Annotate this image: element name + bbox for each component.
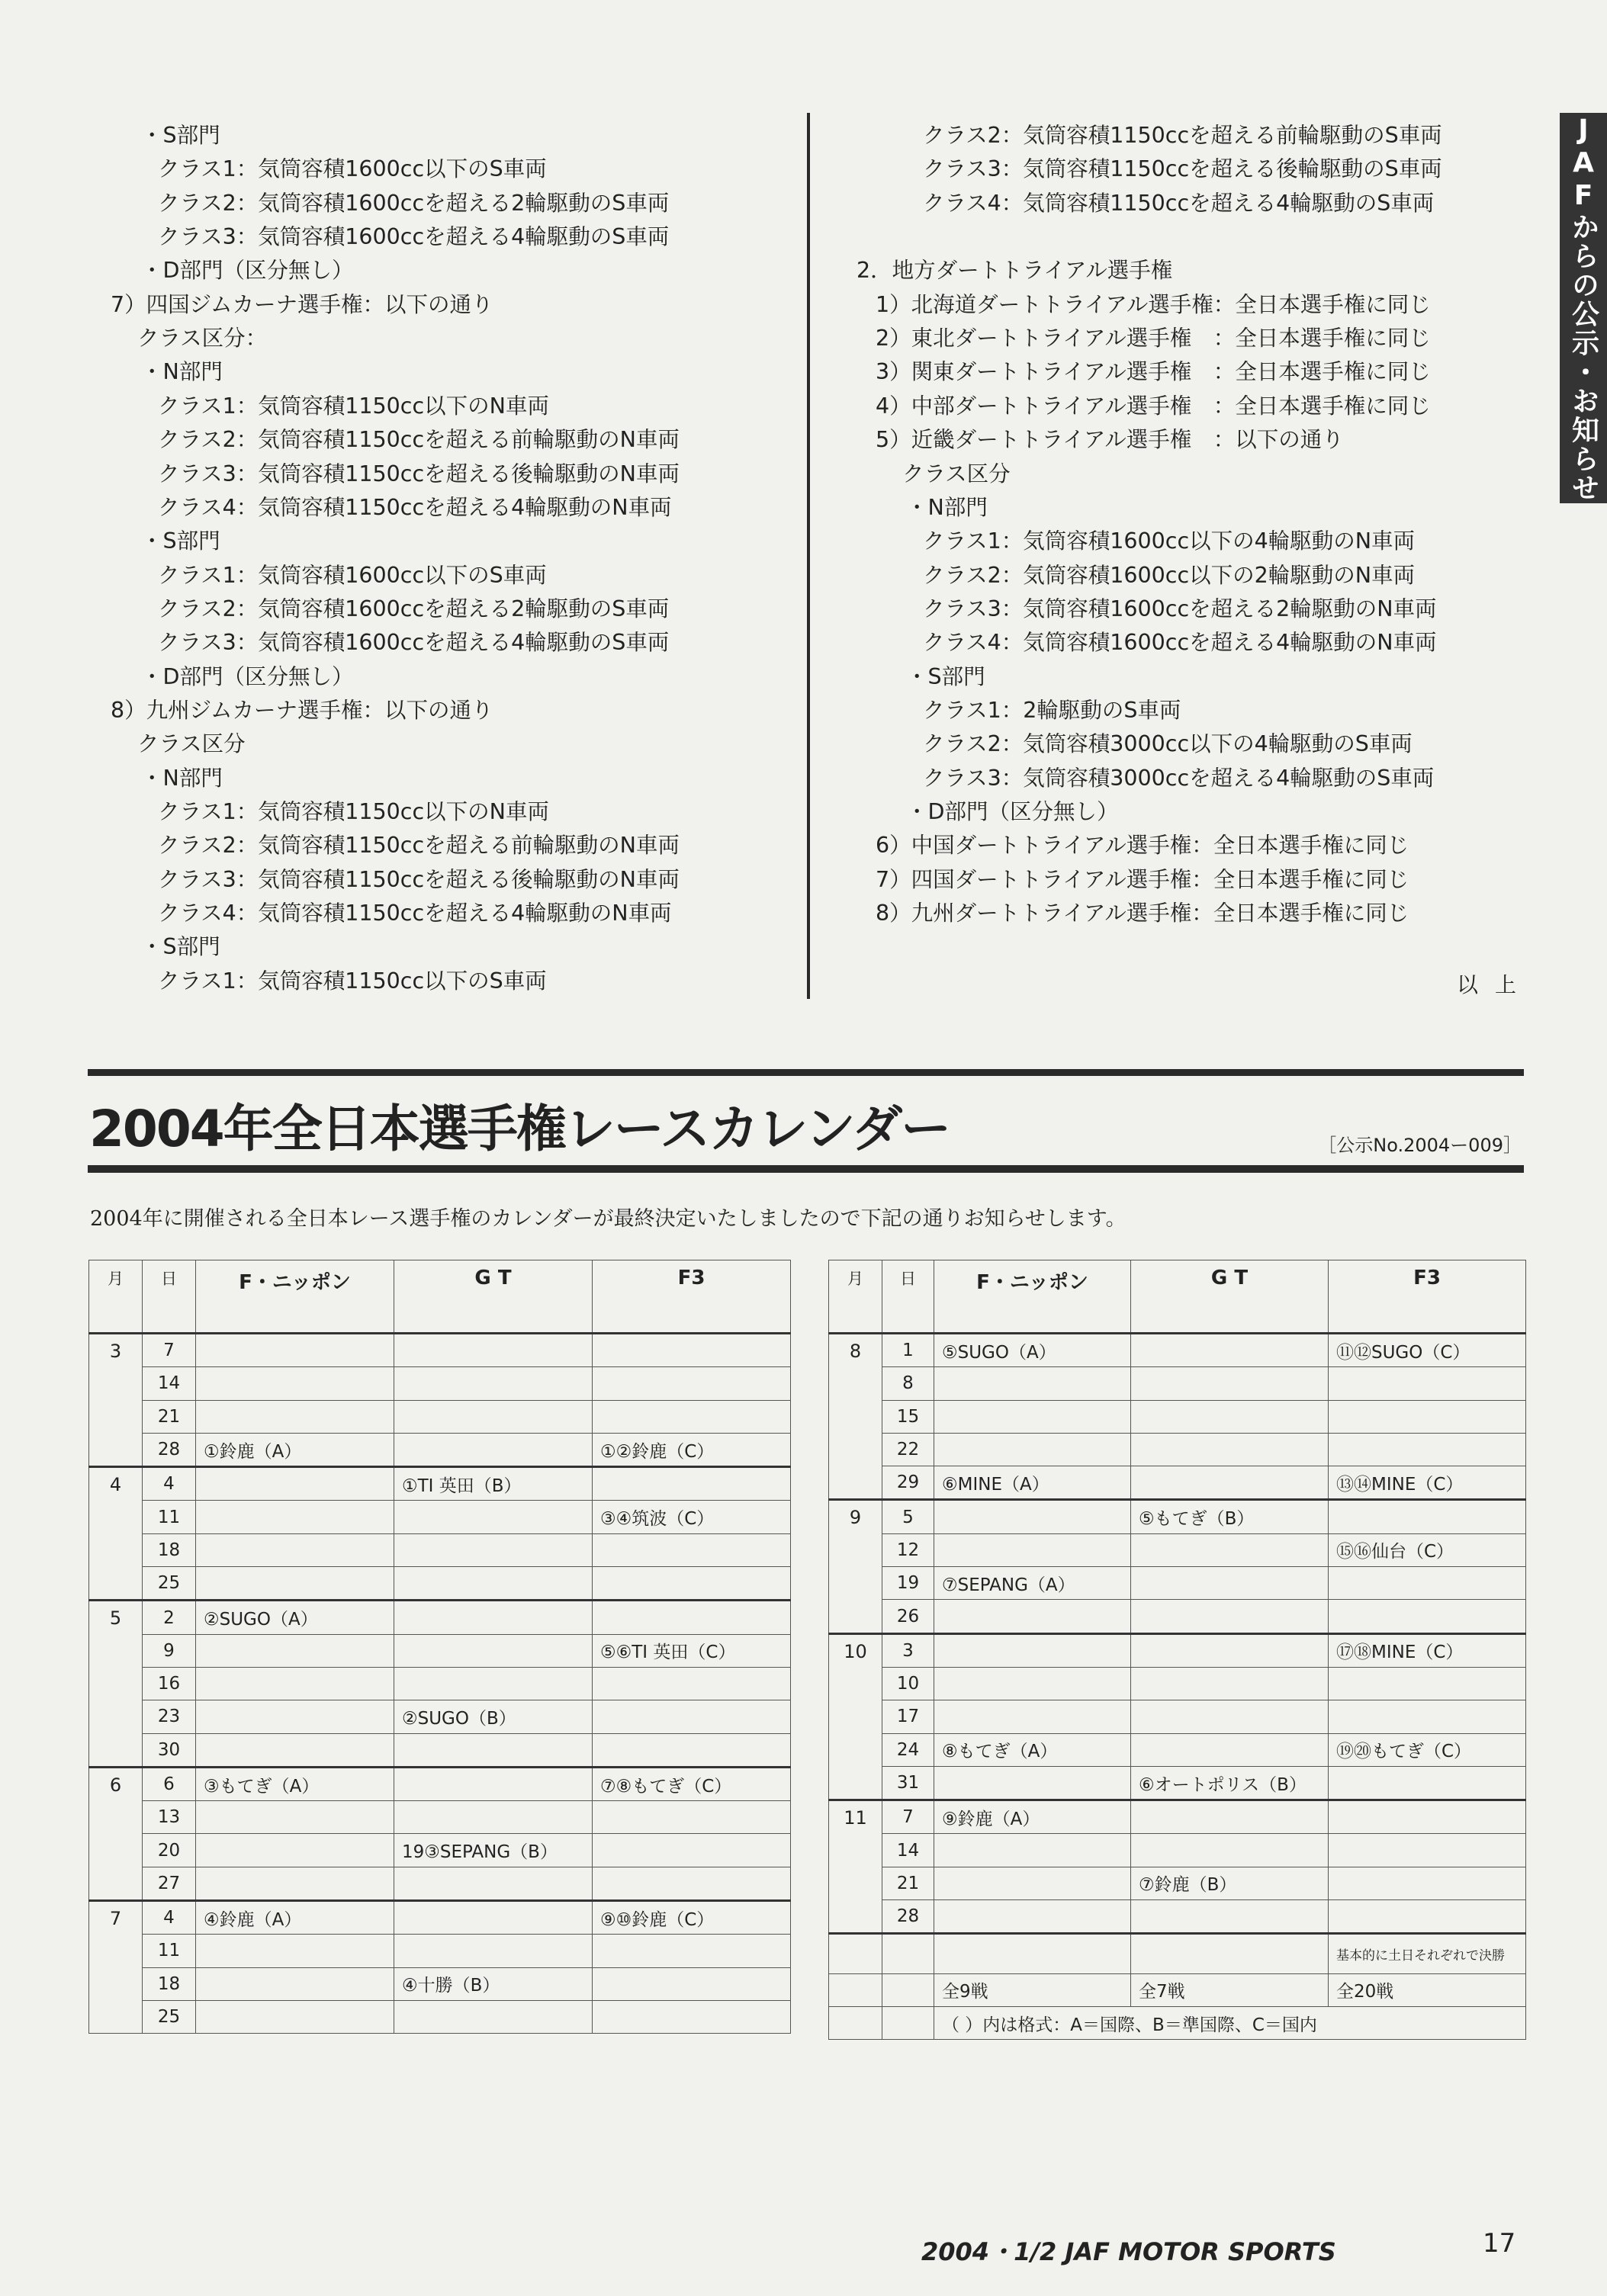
text-line: ・S部門 — [906, 663, 985, 689]
text-line: クラス1：気筒容積1600cc以下のS車両 — [158, 156, 547, 182]
month-cell: 11 — [829, 1800, 882, 1934]
text-line: 4）中部ダートトライアル選手権 ：全日本選手権に同じ — [876, 393, 1431, 419]
text-line: 7）四国ダートトライアル選手権：全日本選手権に同じ — [876, 866, 1409, 892]
text-line: クラス3：気筒容積1600ccを超える2輪駆動のN車両 — [923, 596, 1437, 621]
table-row — [829, 1667, 1526, 1700]
day-cell: 10 — [882, 1667, 934, 1700]
text-line: ・N部門 — [141, 359, 223, 385]
f3-cell — [593, 1935, 791, 1967]
f-nippon-cell — [196, 2000, 394, 2033]
f-nippon-cell: ⑤SUGO（A） — [934, 1334, 1131, 1367]
month-cell: 10 — [829, 1633, 882, 1800]
text-line: ・S部門 — [141, 934, 220, 960]
table-row — [829, 1367, 1526, 1400]
f3-cell — [1329, 1900, 1526, 1934]
f-nippon-cell: ②SUGO（A） — [196, 1601, 394, 1634]
gt-cell: ⑦鈴鹿（B） — [1131, 1867, 1329, 1899]
right-text-column — [0, 0, 1525, 1007]
text-line: ・D部門（区分無し） — [141, 663, 354, 689]
fn-total: 全9戦 — [934, 1973, 1131, 2006]
gt-cell — [1131, 1733, 1329, 1766]
gt-cell: ⑤もてぎ（B） — [1131, 1500, 1329, 1533]
table-row — [829, 1700, 1526, 1733]
day-cell: 18 — [143, 1533, 196, 1566]
text-line: ・D部門（区分無し） — [141, 258, 354, 284]
page-number: 17 — [1483, 2228, 1516, 2259]
table-row — [89, 1433, 791, 1466]
f3-cell — [1329, 1867, 1526, 1899]
f-nippon-cell — [934, 1667, 1131, 1700]
day-cell: 20 — [143, 1834, 196, 1867]
text-line: クラス1：気筒容積1150cc以下のN車両 — [158, 393, 549, 419]
format-note: （ ）内は格式：A＝国際、B＝準国際、C＝国内 — [934, 2006, 1526, 2039]
month-cell: 7 — [89, 1901, 143, 2034]
gt-cell — [394, 2000, 593, 2033]
gt-cell — [394, 1634, 593, 1667]
table-row — [829, 1500, 1526, 1533]
f-nippon-cell — [196, 1733, 394, 1767]
f3-cell — [1329, 1667, 1526, 1700]
day-cell: 18 — [143, 1967, 196, 2000]
table-row — [89, 1533, 791, 1566]
f3-cell: ③④筑波（C） — [593, 1501, 791, 1533]
f3-cell — [593, 1801, 791, 1834]
day-cell: 3 — [882, 1633, 934, 1667]
f3-cell — [593, 1967, 791, 2000]
table-row — [89, 1501, 791, 1533]
day-cell: 24 — [882, 1733, 934, 1766]
text-line: クラス3：気筒容積3000ccを超える4輪駆動のS車両 — [923, 765, 1435, 791]
gt-cell — [394, 1667, 593, 1700]
gt-cell — [394, 1567, 593, 1601]
gt-cell — [394, 1433, 593, 1466]
gt-cell — [1131, 1633, 1329, 1667]
table-header-row — [89, 1260, 791, 1334]
header-gt: G T — [1131, 1260, 1329, 1334]
f-nippon-cell — [196, 1367, 394, 1400]
f-nippon-cell — [196, 1834, 394, 1867]
table-header-row — [829, 1260, 1526, 1334]
header-f3: F3 — [593, 1260, 791, 1334]
table-row — [829, 1867, 1526, 1899]
table-row — [829, 1834, 1526, 1867]
text-line: クラス1：気筒容積1600cc以下の4輪駆動のN車両 — [923, 528, 1416, 554]
text-line: 2．地方ダートトライアル選手権 — [857, 258, 1173, 284]
f-nippon-cell — [196, 1634, 394, 1667]
gt-cell — [394, 1901, 593, 1935]
header-gt: G T — [394, 1260, 593, 1334]
f3-cell: ⑨⑩鈴鹿（C） — [593, 1901, 791, 1935]
page-title: 2004年全日本選手権レースカレンダー — [89, 1100, 950, 1158]
gt-cell — [394, 1400, 593, 1433]
gt-cell — [1131, 1700, 1329, 1733]
day-cell: 2 — [143, 1601, 196, 1634]
text-line: クラス4：気筒容積1150ccを超える4輪駆動のN車両 — [158, 901, 672, 926]
f3-cell — [593, 1834, 791, 1867]
f3-cell — [593, 1467, 791, 1501]
f-nippon-cell — [196, 1935, 394, 1967]
gt-cell — [394, 1767, 593, 1800]
text-line: 8）九州ダートトライアル選手権：全日本選手権に同じ — [876, 901, 1409, 926]
month-cell: 9 — [829, 1500, 882, 1633]
f3-cell: ⑬⑭MINE（C） — [1329, 1466, 1526, 1500]
day-cell: 5 — [882, 1500, 934, 1533]
text-line: クラス区分 — [137, 731, 246, 757]
month-cell: 4 — [89, 1467, 143, 1601]
f-nippon-cell: ⑧もてぎ（A） — [934, 1733, 1131, 1766]
table-row — [89, 1467, 791, 1501]
text-line: クラス2：気筒容積1600ccを超える2輪駆動のS車両 — [158, 190, 670, 216]
table-row — [89, 1801, 791, 1834]
table-row — [89, 1667, 791, 1700]
f3-cell: ⑲⑳もてぎ（C） — [1329, 1733, 1526, 1766]
f-nippon-cell: ⑥MINE（A） — [934, 1466, 1131, 1500]
calendar-table-right — [828, 1260, 1526, 2040]
text-line: クラス2：気筒容積1150ccを超える前輪駆動のS車両 — [923, 123, 1442, 148]
f3-cell: ⑪⑫SUGO（C） — [1329, 1334, 1526, 1367]
text-line: 7）四国ジムカーナ選手権：以下の通り — [111, 291, 493, 317]
text-line: クラス2：気筒容積1150ccを超える前輪駆動のN車両 — [158, 833, 680, 859]
f3-cell — [1329, 1367, 1526, 1400]
f-nippon-cell: ⑨鈴鹿（A） — [934, 1800, 1131, 1834]
f-nippon-cell: ⑦SEPANG（A） — [934, 1567, 1131, 1600]
f3-cell — [593, 1567, 791, 1601]
gt-cell — [1131, 1400, 1329, 1433]
f-nippon-cell — [934, 1600, 1131, 1633]
month-cell: 8 — [829, 1334, 882, 1500]
table-row — [89, 1567, 791, 1601]
text-line: クラス2：気筒容積1150ccを超える前輪駆動のN車両 — [158, 427, 680, 453]
f3-cell — [593, 1334, 791, 1367]
table-row — [829, 1633, 1526, 1667]
day-cell: 7 — [882, 1800, 934, 1834]
f3-cell — [593, 1867, 791, 1900]
day-cell: 14 — [143, 1367, 196, 1400]
f-nippon-cell — [196, 1567, 394, 1601]
table-row — [829, 1733, 1526, 1766]
table-row — [89, 1634, 791, 1667]
gt-cell — [1131, 1367, 1329, 1400]
table-row — [89, 1334, 791, 1367]
day-cell: 28 — [882, 1900, 934, 1934]
f-nippon-cell — [934, 1633, 1131, 1667]
f-nippon-cell — [934, 1533, 1131, 1566]
text-line: クラス3：気筒容積1600ccを超える4輪駆動のS車両 — [158, 630, 670, 656]
gt-cell: ⑥オートポリス（B） — [1131, 1766, 1329, 1800]
summary-note-row — [829, 1934, 1526, 1973]
table-row — [829, 1600, 1526, 1633]
gt-cell — [1131, 1567, 1329, 1600]
text-line: クラス3：気筒容積1150ccを超える後輪駆動のS車両 — [923, 156, 1442, 182]
day-cell: 8 — [882, 1367, 934, 1400]
text-line: クラス1：気筒容積1150cc以下のN車両 — [158, 799, 549, 824]
f3-cell — [1329, 1567, 1526, 1600]
section-side-tab: JAFからの公示・お知らせ — [1560, 113, 1607, 503]
f3-cell — [593, 1400, 791, 1433]
text-line: ・D部門（区分無し） — [906, 799, 1119, 824]
header-month: 月 — [829, 1260, 882, 1334]
f-nippon-cell: ④鈴鹿（A） — [196, 1901, 394, 1935]
day-cell: 27 — [143, 1867, 196, 1900]
text-line: クラス3：気筒容積1150ccを超える後輪駆動のN車両 — [158, 866, 680, 892]
header-day: 日 — [143, 1260, 196, 1334]
gt-cell — [394, 1935, 593, 1967]
table-row — [829, 1800, 1526, 1834]
f3-cell — [1329, 1600, 1526, 1633]
gt-cell: ④十勝（B） — [394, 1967, 593, 2000]
day-cell: 21 — [143, 1400, 196, 1433]
f3-cell — [593, 1601, 791, 1634]
day-cell: 11 — [143, 1935, 196, 1967]
f3-cell — [1329, 1400, 1526, 1433]
f-nippon-cell — [196, 1533, 394, 1566]
f-nippon-cell — [196, 1700, 394, 1733]
text-line: 6）中国ダートトライアル選手権：全日本選手権に同じ — [876, 833, 1409, 859]
day-cell: 6 — [143, 1767, 196, 1800]
f-nippon-cell — [196, 1801, 394, 1834]
f3-cell — [1329, 1433, 1526, 1466]
gt-cell: ②SUGO（B） — [394, 1700, 593, 1733]
f3-cell: ⑮⑯仙台（C） — [1329, 1533, 1526, 1566]
text-line: クラス1：気筒容積1150cc以下のS車両 — [158, 968, 547, 994]
gt-cell — [1131, 1900, 1329, 1934]
text-line: ・S部門 — [141, 528, 220, 554]
day-cell: 9 — [143, 1634, 196, 1667]
table-row — [89, 1733, 791, 1767]
title-rule-bottom — [88, 1165, 1524, 1173]
table-row — [829, 1533, 1526, 1566]
day-cell: 4 — [143, 1901, 196, 1935]
magazine-footer: 2004・1/2 JAF MOTOR SPORTS — [921, 2237, 1336, 2266]
day-cell: 23 — [143, 1700, 196, 1733]
table-row — [89, 1400, 791, 1433]
text-line: クラス2：気筒容積1600ccを超える2輪駆動のS車両 — [158, 596, 670, 621]
gt-cell — [1131, 1334, 1329, 1367]
f-nippon-cell — [934, 1500, 1131, 1533]
month-cell: 5 — [89, 1601, 143, 1767]
text-line: クラス2：気筒容積3000cc以下の4輪駆動のS車両 — [923, 731, 1413, 757]
header-f3: F3 — [1329, 1260, 1526, 1334]
text-line: クラス4：気筒容積1600ccを超える4輪駆動のN車両 — [923, 630, 1437, 656]
table-row — [829, 1433, 1526, 1466]
day-cell: 12 — [882, 1533, 934, 1566]
text-line: クラス4：気筒容積1150ccを超える4輪駆動のS車両 — [923, 190, 1435, 216]
f3-cell — [1329, 1766, 1526, 1800]
month-cell: 3 — [89, 1334, 143, 1467]
text-line: 2）東北ダートトライアル選手権 ：全日本選手権に同じ — [876, 326, 1431, 352]
day-cell: 22 — [882, 1433, 934, 1466]
table-row — [829, 1766, 1526, 1800]
table-row — [89, 1901, 791, 1935]
table-row — [89, 2000, 791, 2033]
header-f-nippon: F・ニッポン — [934, 1260, 1131, 1334]
table-row — [89, 1935, 791, 1967]
f-nippon-cell — [196, 1334, 394, 1367]
format-note-row — [829, 2006, 1526, 2039]
day-cell: 31 — [882, 1766, 934, 1800]
f-nippon-cell — [934, 1867, 1131, 1899]
f3-total: 全20戦 — [1329, 1973, 1526, 2006]
table-row — [829, 1400, 1526, 1433]
day-cell: 26 — [882, 1600, 934, 1633]
day-cell: 1 — [882, 1334, 934, 1367]
table-row — [89, 1767, 791, 1800]
f3-cell — [593, 1667, 791, 1700]
gt-cell — [1131, 1834, 1329, 1867]
f-nippon-cell — [934, 1900, 1131, 1934]
day-cell: 7 — [143, 1334, 196, 1367]
f3-cell — [593, 1700, 791, 1733]
day-cell: 19 — [882, 1567, 934, 1600]
f3-cell: ①②鈴鹿（C） — [593, 1433, 791, 1466]
f-nippon-cell — [196, 1867, 394, 1900]
text-line: 8）九州ジムカーナ選手権：以下の通り — [111, 697, 493, 723]
gt-cell — [1131, 1433, 1329, 1466]
f3-cell — [1329, 1500, 1526, 1533]
table-row — [89, 1601, 791, 1634]
title-rule-top — [88, 1069, 1524, 1076]
f-nippon-cell — [934, 1700, 1131, 1733]
gt-cell — [394, 1533, 593, 1566]
day-cell: 14 — [882, 1834, 934, 1867]
text-line: クラス区分 — [902, 461, 1011, 486]
header-month: 月 — [89, 1260, 143, 1334]
month-cell: 6 — [89, 1767, 143, 1900]
day-cell: 17 — [882, 1700, 934, 1733]
table-row — [89, 1367, 791, 1400]
day-cell: 29 — [882, 1466, 934, 1500]
notice-number: ［公示No.2004ー009］ — [1318, 1135, 1522, 1156]
table-row — [829, 1466, 1526, 1500]
end-mark: 以上 — [1457, 972, 1534, 997]
day-cell: 28 — [143, 1433, 196, 1466]
day-cell: 13 — [143, 1801, 196, 1834]
f3-cell — [593, 1533, 791, 1566]
f3-cell — [593, 1367, 791, 1400]
table-row — [829, 1567, 1526, 1600]
table-row — [829, 1334, 1526, 1367]
text-line: クラス1：気筒容積1600cc以下のS車両 — [158, 562, 547, 588]
text-line: クラス3：気筒容積1600ccを超える4輪駆動のS車両 — [158, 224, 670, 250]
f3-cell: ⑦⑧もてぎ（C） — [593, 1767, 791, 1800]
f-nippon-cell — [196, 1467, 394, 1501]
f3-cell — [1329, 1800, 1526, 1834]
gt-cell: ①TI 英田（B） — [394, 1467, 593, 1501]
gt-cell — [394, 1801, 593, 1834]
table-row — [89, 1700, 791, 1733]
gt-cell — [394, 1733, 593, 1767]
day-cell: 15 — [882, 1400, 934, 1433]
gt-cell: 19③SEPANG（B） — [394, 1834, 593, 1867]
f-nippon-cell — [934, 1367, 1131, 1400]
gt-cell — [394, 1367, 593, 1400]
f-nippon-cell — [934, 1400, 1131, 1433]
gt-cell — [1131, 1533, 1329, 1566]
gt-cell — [394, 1501, 593, 1533]
text-line: 5）近畿ダートトライアル選手権 ：以下の通り — [876, 427, 1344, 453]
f-nippon-cell — [934, 1834, 1131, 1867]
text-line: 3）関東ダートトライアル選手権 ：全日本選手権に同じ — [876, 359, 1431, 385]
day-cell: 30 — [143, 1733, 196, 1767]
intro-text: 2004年に開催される全日本レース選手権のカレンダーが最終決定いたしましたので下記の通りお知らせします。 — [90, 1207, 1127, 1231]
text-line: ・N部門 — [141, 765, 223, 791]
gt-cell — [394, 1334, 593, 1367]
f3-note: 基本的に土日それぞれで決勝 — [1329, 1934, 1526, 1973]
table-row — [89, 1867, 791, 1900]
text-line: ・S部門 — [141, 123, 220, 148]
f-nippon-cell — [934, 1433, 1131, 1466]
f-nippon-cell — [196, 1967, 394, 2000]
text-line: ・N部門 — [906, 494, 988, 520]
f-nippon-cell: ①鈴鹿（A） — [196, 1433, 394, 1466]
gt-cell — [1131, 1600, 1329, 1633]
f3-cell — [1329, 1834, 1526, 1867]
day-cell: 4 — [143, 1467, 196, 1501]
gt-total: 全7戦 — [1131, 1973, 1329, 2006]
text-line: クラス区分： — [137, 326, 268, 352]
f3-cell — [593, 2000, 791, 2033]
calendar-table-left — [88, 1260, 791, 2034]
table-row — [89, 1834, 791, 1867]
f3-cell — [1329, 1700, 1526, 1733]
f3-cell: ⑤⑥TI 英田（C） — [593, 1634, 791, 1667]
f-nippon-cell — [934, 1766, 1131, 1800]
gt-cell — [1131, 1466, 1329, 1500]
header-f-nippon: F・ニッポン — [196, 1260, 394, 1334]
summary-total-row — [829, 1973, 1526, 2006]
gt-cell — [394, 1601, 593, 1634]
text-line: クラス4：気筒容積1150ccを超える4輪駆動のN車両 — [158, 494, 672, 520]
day-cell: 25 — [143, 1567, 196, 1601]
f-nippon-cell — [196, 1667, 394, 1700]
f-nippon-cell — [196, 1501, 394, 1533]
day-cell: 16 — [143, 1667, 196, 1700]
text-line: クラス3：気筒容積1150ccを超える後輪駆動のN車両 — [158, 461, 680, 486]
gt-cell — [1131, 1800, 1329, 1834]
gt-cell — [1131, 1667, 1329, 1700]
gt-cell — [394, 1867, 593, 1900]
table-row — [829, 1900, 1526, 1934]
text-line: 1）北海道ダートトライアル選手権：全日本選手権に同じ — [876, 291, 1431, 317]
f-nippon-cell — [196, 1400, 394, 1433]
day-cell: 25 — [143, 2000, 196, 2033]
day-cell: 11 — [143, 1501, 196, 1533]
table-row — [89, 1967, 791, 2000]
f3-cell — [593, 1733, 791, 1767]
day-cell: 21 — [882, 1867, 934, 1899]
f3-cell: ⑰⑱MINE（C） — [1329, 1633, 1526, 1667]
text-line: クラス2：気筒容積1600cc以下の2輪駆動のN車両 — [923, 562, 1416, 588]
text-line: クラス1：2輪駆動のS車両 — [923, 697, 1181, 723]
f-nippon-cell: ③もてぎ（A） — [196, 1767, 394, 1800]
header-day: 日 — [882, 1260, 934, 1334]
